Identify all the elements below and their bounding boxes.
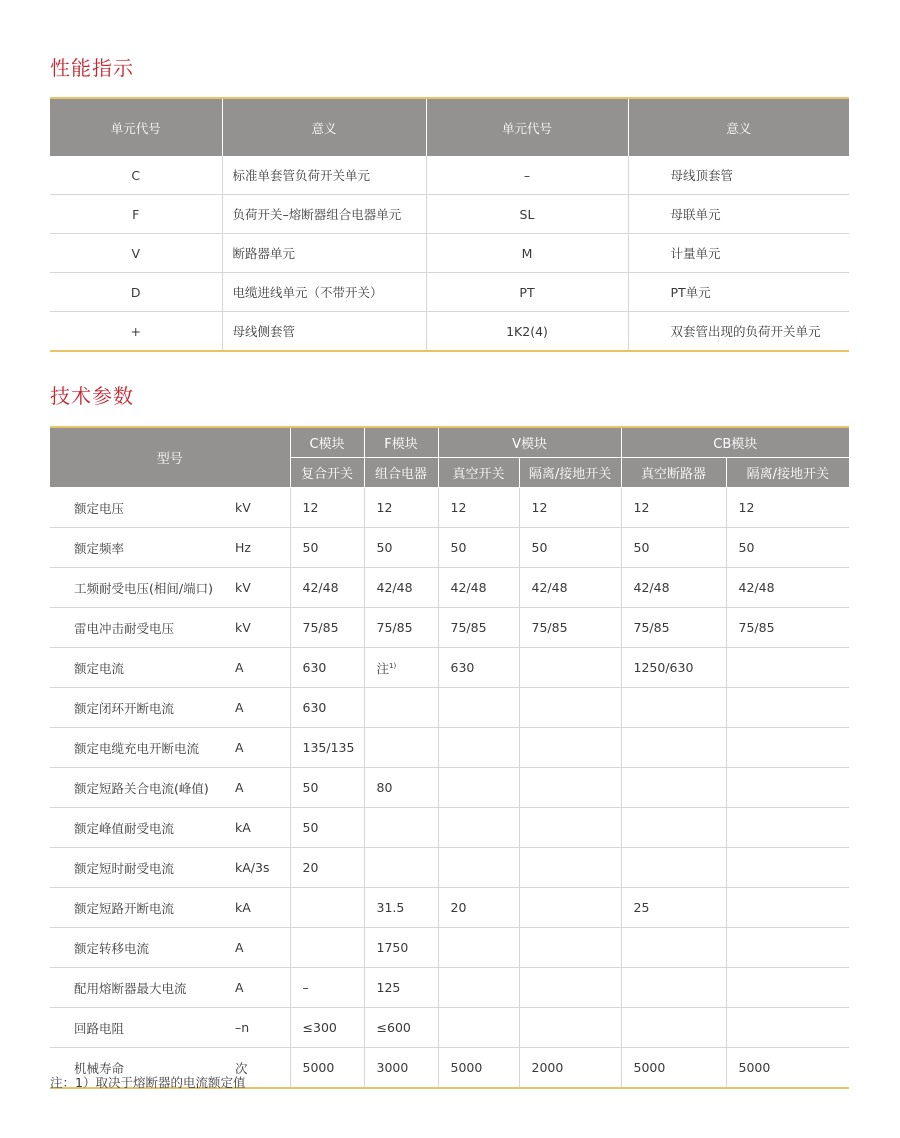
value-cell	[438, 688, 519, 728]
value-cell	[519, 728, 621, 768]
value-cell	[726, 1048, 849, 1089]
value-text: 12	[531, 500, 548, 515]
unit-code-cell: 1K2(4)	[426, 312, 628, 352]
value-cell	[438, 1048, 519, 1089]
value-cell	[519, 488, 621, 528]
value-cell	[519, 1008, 621, 1048]
value-cell	[726, 568, 849, 608]
value-text: 630	[450, 660, 475, 675]
value-text: 50	[531, 540, 548, 555]
value-cell	[726, 608, 849, 648]
parameter-unit: kA	[235, 808, 290, 848]
value-cell	[621, 608, 726, 648]
parameter-name: 额定短路开断电流	[50, 888, 235, 928]
meaning-cell: PT单元	[628, 273, 849, 312]
value-text: 50	[302, 820, 319, 835]
value-text: 630	[302, 660, 327, 675]
value-cell	[519, 968, 621, 1008]
value-text: 12	[302, 500, 319, 515]
parameter-unit: kA/3s	[235, 848, 290, 888]
value-cell	[621, 1008, 726, 1048]
parameter-unit: A	[235, 968, 290, 1008]
value-cell	[364, 848, 438, 888]
value-text: 42/48	[450, 580, 487, 595]
value-cell	[519, 1048, 621, 1089]
parameter-name: 额定电缆充电开断电流	[50, 728, 235, 768]
table-row	[50, 968, 849, 1008]
value-cell	[364, 808, 438, 848]
value-text: 75/85	[302, 620, 339, 635]
table-row	[50, 312, 849, 352]
value-cell	[290, 968, 364, 1008]
parameter-unit: A	[235, 648, 290, 688]
value-cell	[364, 728, 438, 768]
value-text: 50	[738, 540, 755, 555]
meaning-cell: 电缆进线单元（不带开关）	[222, 273, 426, 312]
value-cell	[621, 768, 726, 808]
unit-code-cell: V	[50, 234, 222, 273]
header-unit-code: 单元代号	[426, 98, 628, 156]
header-group-f: F模块	[364, 427, 438, 458]
value-cell	[621, 528, 726, 568]
value-text: 125	[376, 980, 401, 995]
value-cell	[726, 768, 849, 808]
value-cell	[438, 888, 519, 928]
value-cell	[519, 648, 621, 688]
value-cell	[726, 528, 849, 568]
value-cell	[726, 488, 849, 528]
table-row	[50, 848, 849, 888]
table-row	[50, 234, 849, 273]
value-cell	[364, 648, 438, 688]
value-text: 12	[633, 500, 650, 515]
value-cell	[290, 848, 364, 888]
value-cell	[726, 968, 849, 1008]
parameter-name: 额定频率	[50, 528, 235, 568]
value-text: 25	[633, 900, 650, 915]
value-cell	[438, 648, 519, 688]
parameter-unit: kV	[235, 488, 290, 528]
parameter-unit: kA	[235, 888, 290, 928]
value-cell	[438, 568, 519, 608]
value-cell	[364, 888, 438, 928]
value-cell	[364, 968, 438, 1008]
value-cell	[438, 728, 519, 768]
value-cell	[364, 488, 438, 528]
parameter-unit: A	[235, 688, 290, 728]
value-text: ≤300	[302, 1020, 337, 1035]
value-cell	[438, 1008, 519, 1048]
value-text: 75/85	[376, 620, 413, 635]
value-cell	[364, 608, 438, 648]
value-cell	[290, 928, 364, 968]
meaning-cell: 标准单套管负荷开关单元	[222, 156, 426, 195]
subheader-cell: 真空开关	[438, 458, 519, 488]
unit-code-cell: PT	[426, 273, 628, 312]
parameter-name: 额定闭环开断电流	[50, 688, 235, 728]
meaning-cell: 母线侧套管	[222, 312, 426, 352]
value-cell	[519, 808, 621, 848]
footnote-marker: 1)	[389, 661, 397, 670]
meaning-cell: 断路器单元	[222, 234, 426, 273]
table-row	[50, 928, 849, 968]
value-cell	[519, 768, 621, 808]
table-row	[50, 273, 849, 312]
unit-code-table	[50, 97, 849, 352]
unit-code-cell: SL	[426, 195, 628, 234]
value-text: 1750	[376, 940, 409, 955]
value-text: 42/48	[302, 580, 339, 595]
value-text: 75/85	[531, 620, 568, 635]
value-cell	[621, 1048, 726, 1089]
value-cell	[726, 848, 849, 888]
value-cell	[621, 568, 726, 608]
value-cell	[364, 568, 438, 608]
subheader-cell: 隔离/接地开关	[726, 458, 849, 488]
parameter-name: 额定电压	[50, 488, 235, 528]
parameter-unit: Hz	[235, 528, 290, 568]
footnote: 注：1）取决于熔断器的电流额定值	[50, 1075, 246, 1090]
table-row	[50, 195, 849, 234]
value-cell	[519, 928, 621, 968]
value-cell	[364, 1008, 438, 1048]
value-cell	[621, 808, 726, 848]
value-text: 42/48	[633, 580, 670, 595]
value-text: 50	[376, 540, 393, 555]
value-text: 630	[302, 700, 327, 715]
value-cell	[364, 928, 438, 968]
subheader-cell: 真空断路器	[621, 458, 726, 488]
parameter-unit: A	[235, 768, 290, 808]
unit-code-cell: C	[50, 156, 222, 195]
unit-code-cell: M	[426, 234, 628, 273]
table-row	[50, 648, 849, 688]
value-cell	[621, 688, 726, 728]
value-cell	[519, 688, 621, 728]
table-row	[50, 888, 849, 928]
value-cell	[726, 728, 849, 768]
subheader-cell: 组合电器	[364, 458, 438, 488]
value-cell	[364, 768, 438, 808]
table-row	[50, 688, 849, 728]
header-meaning: 意义	[628, 98, 849, 156]
parameter-name: 工频耐受电压(相间/端口)	[50, 568, 235, 608]
value-text: 42/48	[531, 580, 568, 595]
value-cell	[290, 648, 364, 688]
value-text: 2000	[531, 1060, 564, 1075]
value-text: 5000	[302, 1060, 335, 1075]
value-cell	[519, 528, 621, 568]
value-cell	[438, 488, 519, 528]
value-text: 31.5	[376, 900, 405, 915]
value-cell	[290, 1048, 364, 1089]
subheader-cell: 复合开关	[290, 458, 364, 488]
value-cell	[290, 568, 364, 608]
value-cell	[519, 848, 621, 888]
value-cell	[290, 888, 364, 928]
meaning-cell: 负荷开关–熔断器组合电器单元	[222, 195, 426, 234]
table-header-row	[50, 98, 849, 156]
table-row	[50, 728, 849, 768]
parameter-unit: A	[235, 728, 290, 768]
value-cell	[290, 688, 364, 728]
value-cell	[438, 808, 519, 848]
header-group-c: C模块	[290, 427, 364, 458]
value-cell	[290, 768, 364, 808]
parameter-unit: A	[235, 928, 290, 968]
value-text: 75/85	[450, 620, 487, 635]
parameter-name: 机械寿命	[50, 1048, 235, 1089]
meaning-cell: 母线顶套管	[628, 156, 849, 195]
value-text: 42/48	[376, 580, 413, 595]
group-header-row	[50, 427, 849, 458]
value-text: 50	[450, 540, 467, 555]
table-row	[50, 608, 849, 648]
parameter-name: 额定峰值耐受电流	[50, 808, 235, 848]
value-cell	[438, 528, 519, 568]
table-row	[50, 156, 849, 195]
parameter-name: 配用熔断器最大电流	[50, 968, 235, 1008]
parameter-name: 雷电冲击耐受电压	[50, 608, 235, 648]
table-row	[50, 568, 849, 608]
parameter-name: 额定短路关合电流(峰值)	[50, 768, 235, 808]
value-text: 20	[302, 860, 319, 875]
unit-code-cell: F	[50, 195, 222, 234]
value-cell	[519, 568, 621, 608]
unit-code-cell: +	[50, 312, 222, 352]
value-cell	[726, 928, 849, 968]
header-unit-code: 单元代号	[50, 98, 222, 156]
value-cell	[364, 1048, 438, 1089]
value-cell	[290, 488, 364, 528]
technical-parameters-table	[50, 426, 849, 1089]
parameter-name: 额定短时耐受电流	[50, 848, 235, 888]
section-title-technical-parameters: 技术参数	[50, 384, 134, 408]
value-cell	[438, 848, 519, 888]
value-text: 12	[450, 500, 467, 515]
table-row	[50, 1008, 849, 1048]
value-cell	[621, 968, 726, 1008]
value-text: 5000	[738, 1060, 771, 1075]
value-cell	[364, 688, 438, 728]
parameter-unit: 次	[235, 1048, 290, 1089]
value-cell	[726, 1008, 849, 1048]
value-cell	[290, 808, 364, 848]
value-text: 1250/630	[633, 660, 694, 675]
header-group-cb: CB模块	[621, 427, 849, 458]
value-cell	[519, 888, 621, 928]
value-cell	[621, 488, 726, 528]
meaning-cell: 母联单元	[628, 195, 849, 234]
meaning-cell: 计量单元	[628, 234, 849, 273]
value-text: 42/48	[738, 580, 775, 595]
value-text: ≤600	[376, 1020, 411, 1035]
value-cell	[726, 888, 849, 928]
value-text: 5000	[633, 1060, 666, 1075]
value-cell	[290, 1008, 364, 1048]
value-cell	[438, 608, 519, 648]
value-cell	[438, 768, 519, 808]
value-text: –	[302, 980, 309, 995]
value-cell	[290, 528, 364, 568]
parameter-unit: kV	[235, 608, 290, 648]
value-cell	[438, 968, 519, 1008]
value-cell	[621, 648, 726, 688]
value-text: 5000	[450, 1060, 483, 1075]
meaning-cell: 双套管出现的负荷开关单元	[628, 312, 849, 352]
header-meaning: 意义	[222, 98, 426, 156]
header-group-v: V模块	[438, 427, 621, 458]
value-cell	[621, 928, 726, 968]
value-cell	[621, 888, 726, 928]
value-text: 50	[302, 780, 319, 795]
unit-code-cell: –	[426, 156, 628, 195]
value-text: 75/85	[738, 620, 775, 635]
value-text: 135/135	[302, 740, 355, 755]
parameter-unit: kV	[235, 568, 290, 608]
table-row	[50, 808, 849, 848]
value-text: 50	[633, 540, 650, 555]
parameter-name: 额定电流	[50, 648, 235, 688]
value-cell	[364, 528, 438, 568]
value-text: 80	[376, 780, 393, 795]
value-text: 注	[376, 660, 390, 676]
header-model: 型号	[50, 427, 290, 488]
section-title-performance: 性能指示	[50, 56, 134, 80]
value-text: 20	[450, 900, 467, 915]
value-text: 75/85	[633, 620, 670, 635]
subheader-cell: 隔离/接地开关	[519, 458, 621, 488]
value-cell	[726, 688, 849, 728]
value-text: 3000	[376, 1060, 409, 1075]
table-row	[50, 488, 849, 528]
parameter-unit: –n	[235, 1008, 290, 1048]
value-cell	[519, 608, 621, 648]
value-text: 50	[302, 540, 319, 555]
parameter-name: 额定转移电流	[50, 928, 235, 968]
value-cell	[438, 928, 519, 968]
value-text: 12	[376, 500, 393, 515]
table-row	[50, 768, 849, 808]
value-cell	[726, 648, 849, 688]
value-cell	[726, 808, 849, 848]
value-cell	[621, 848, 726, 888]
value-cell	[290, 608, 364, 648]
unit-code-cell: D	[50, 273, 222, 312]
parameter-name: 回路电阻	[50, 1008, 235, 1048]
value-cell	[290, 728, 364, 768]
table-row	[50, 528, 849, 568]
value-cell	[621, 728, 726, 768]
value-text: 12	[738, 500, 755, 515]
